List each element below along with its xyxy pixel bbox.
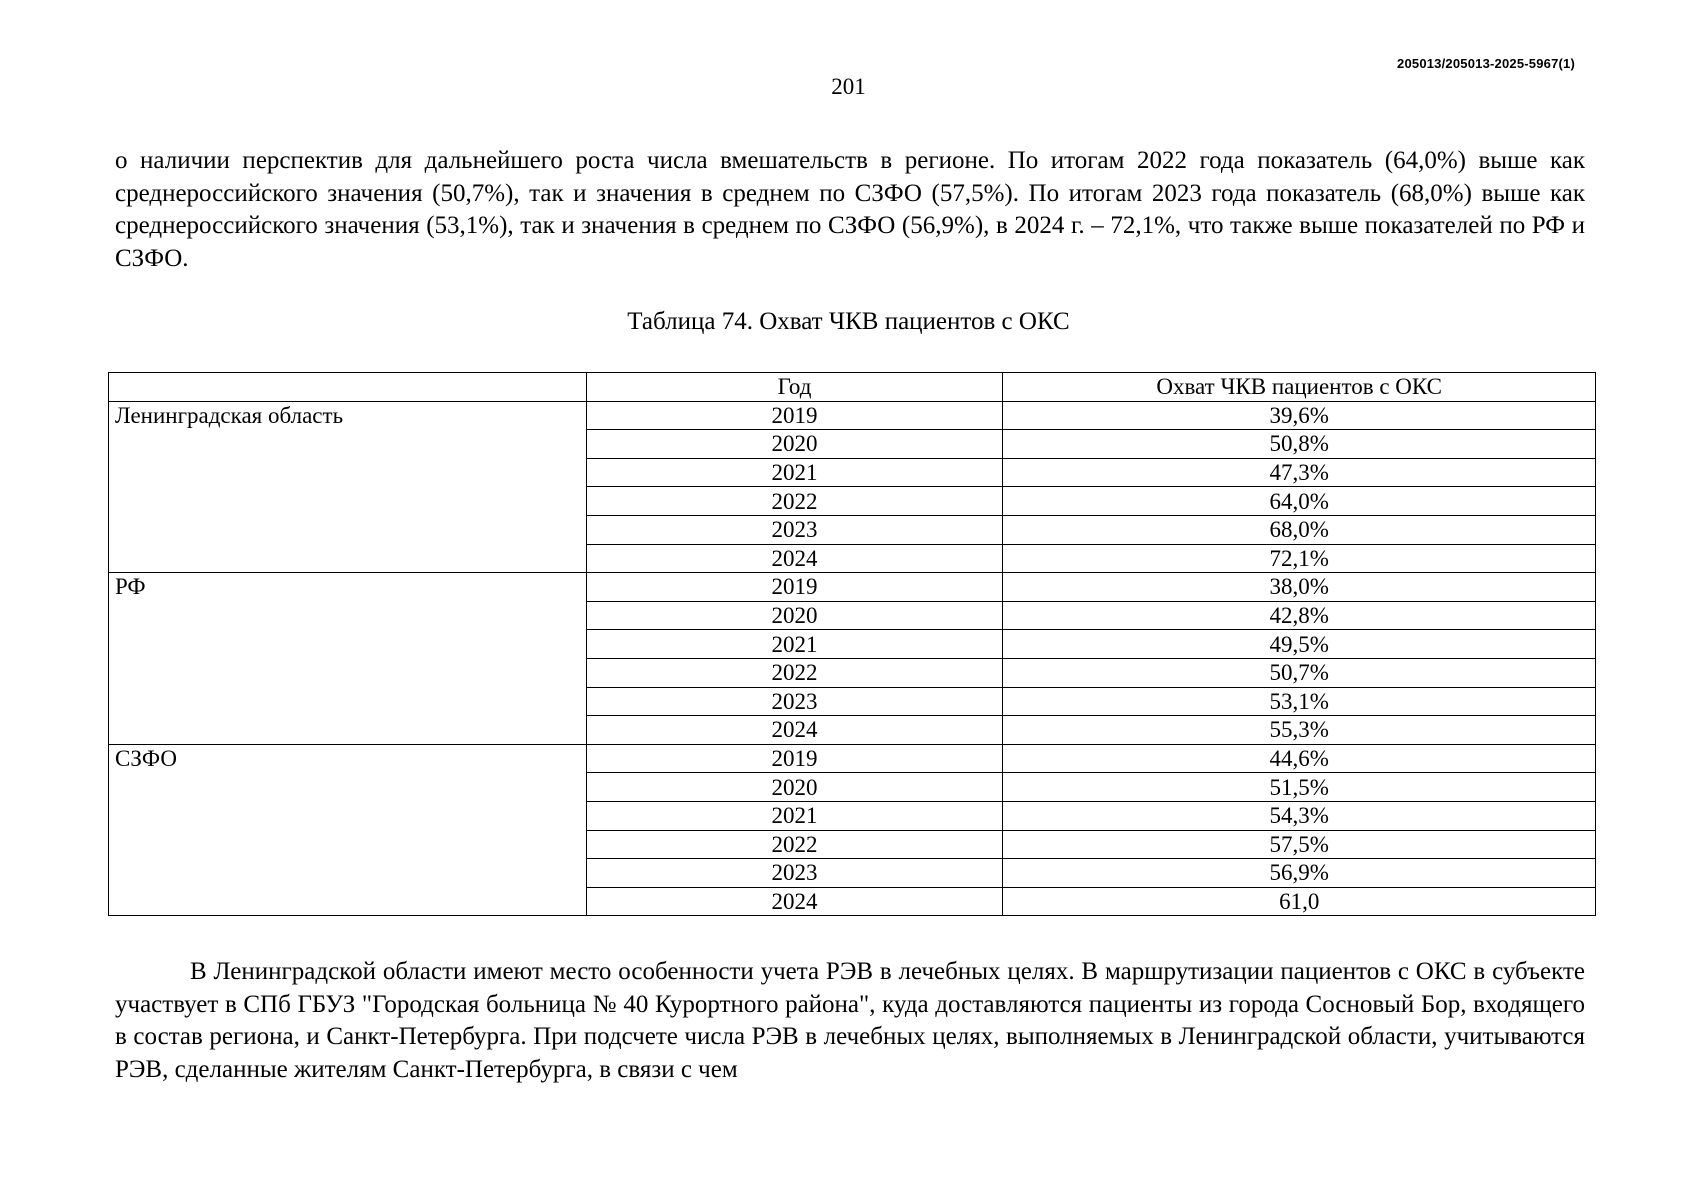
table-header-row: [109, 373, 1596, 402]
year-cell: 2020: [586, 773, 1003, 802]
table-row: [109, 401, 1596, 430]
coverage-value-cell: 61,0: [1003, 887, 1596, 916]
coverage-value-cell: 49,5%: [1003, 630, 1596, 659]
year-cell: 2022: [586, 830, 1003, 859]
year-cell: 2019: [586, 401, 1003, 430]
table-caption: Таблица 74. Охват ЧКВ пациентов с ОКС: [627, 308, 1070, 335]
year-cell: 2021: [586, 801, 1003, 830]
header-cell-year: Год: [586, 373, 1003, 402]
year-cell: 2019: [586, 744, 1003, 773]
document-id: 205013/205013-2025-5967(1): [1397, 56, 1575, 71]
outro-paragraph: В Ленинградской области имеют место особенности учета РЭВ в лечебных целях. В маршрутизации пациентов с ОКС в субъекте участвует в СПб ГБУЗ "Городская больница № 40 Курортного района", куда доставляются пациенты из города Сосновый Бор, входящего в состав региона, и Санкт-Петербурга. При подсчете числа РЭВ в лечебных целях, выполняемых в Ленинградской области, учитываются РЭВ, сделанные жителям Санкт-Петербурга, в связи с чем: [115, 958, 1585, 1083]
year-cell: 2024: [586, 887, 1003, 916]
region-cell: СЗФО: [109, 744, 587, 916]
region-cell: РФ: [109, 573, 587, 745]
year-cell: 2023: [586, 859, 1003, 888]
coverage-table: [108, 372, 1596, 916]
year-cell: 2021: [586, 630, 1003, 659]
year-cell: 2020: [586, 601, 1003, 630]
coverage-value-cell: 64,0%: [1003, 487, 1596, 516]
coverage-value-cell: 38,0%: [1003, 573, 1596, 602]
region-cell: Ленинградская область: [109, 401, 587, 573]
coverage-value-cell: 68,0%: [1003, 515, 1596, 544]
coverage-value-cell: 56,9%: [1003, 859, 1596, 888]
coverage-value-cell: 57,5%: [1003, 830, 1596, 859]
header-cell-region: [109, 373, 587, 402]
year-cell: 2022: [586, 487, 1003, 516]
coverage-value-cell: 47,3%: [1003, 458, 1596, 487]
table-row: [109, 744, 1596, 773]
table-row: [109, 573, 1596, 602]
coverage-value-cell: 53,1%: [1003, 687, 1596, 716]
year-cell: 2022: [586, 658, 1003, 687]
coverage-value-cell: 39,6%: [1003, 401, 1596, 430]
header-cell-coverage: Охват ЧКВ пациентов с ОКС: [1003, 373, 1596, 402]
coverage-value-cell: 54,3%: [1003, 801, 1596, 830]
coverage-value-cell: 50,7%: [1003, 658, 1596, 687]
year-cell: 2019: [586, 573, 1003, 602]
year-cell: 2024: [586, 716, 1003, 745]
coverage-value-cell: 50,8%: [1003, 430, 1596, 459]
intro-paragraph: о наличии перспектив для дальнейшего роста числа вмешательств в регионе. По итогам 2022 года показатель (64,0%) выше как среднероссийского значения (50,7%), так и значения в среднем по СЗФО (57,5%). По итогам 2023 года показатель (68,0%) выше как среднероссийского значения (53,1%), так и значения в среднем по СЗФО (56,9%), в 2024 г. – 72,1%, что также выше показателей по РФ и СЗФО.: [115, 147, 1585, 272]
coverage-value-cell: 55,3%: [1003, 716, 1596, 745]
year-cell: 2020: [586, 430, 1003, 459]
year-cell: 2023: [586, 515, 1003, 544]
coverage-value-cell: 42,8%: [1003, 601, 1596, 630]
coverage-value-cell: 44,6%: [1003, 744, 1596, 773]
coverage-value-cell: 51,5%: [1003, 773, 1596, 802]
table-body: [109, 401, 1596, 916]
coverage-value-cell: 72,1%: [1003, 544, 1596, 573]
year-cell: 2021: [586, 458, 1003, 487]
year-cell: 2024: [586, 544, 1003, 573]
year-cell: 2023: [586, 687, 1003, 716]
page-number: 201: [831, 74, 866, 99]
